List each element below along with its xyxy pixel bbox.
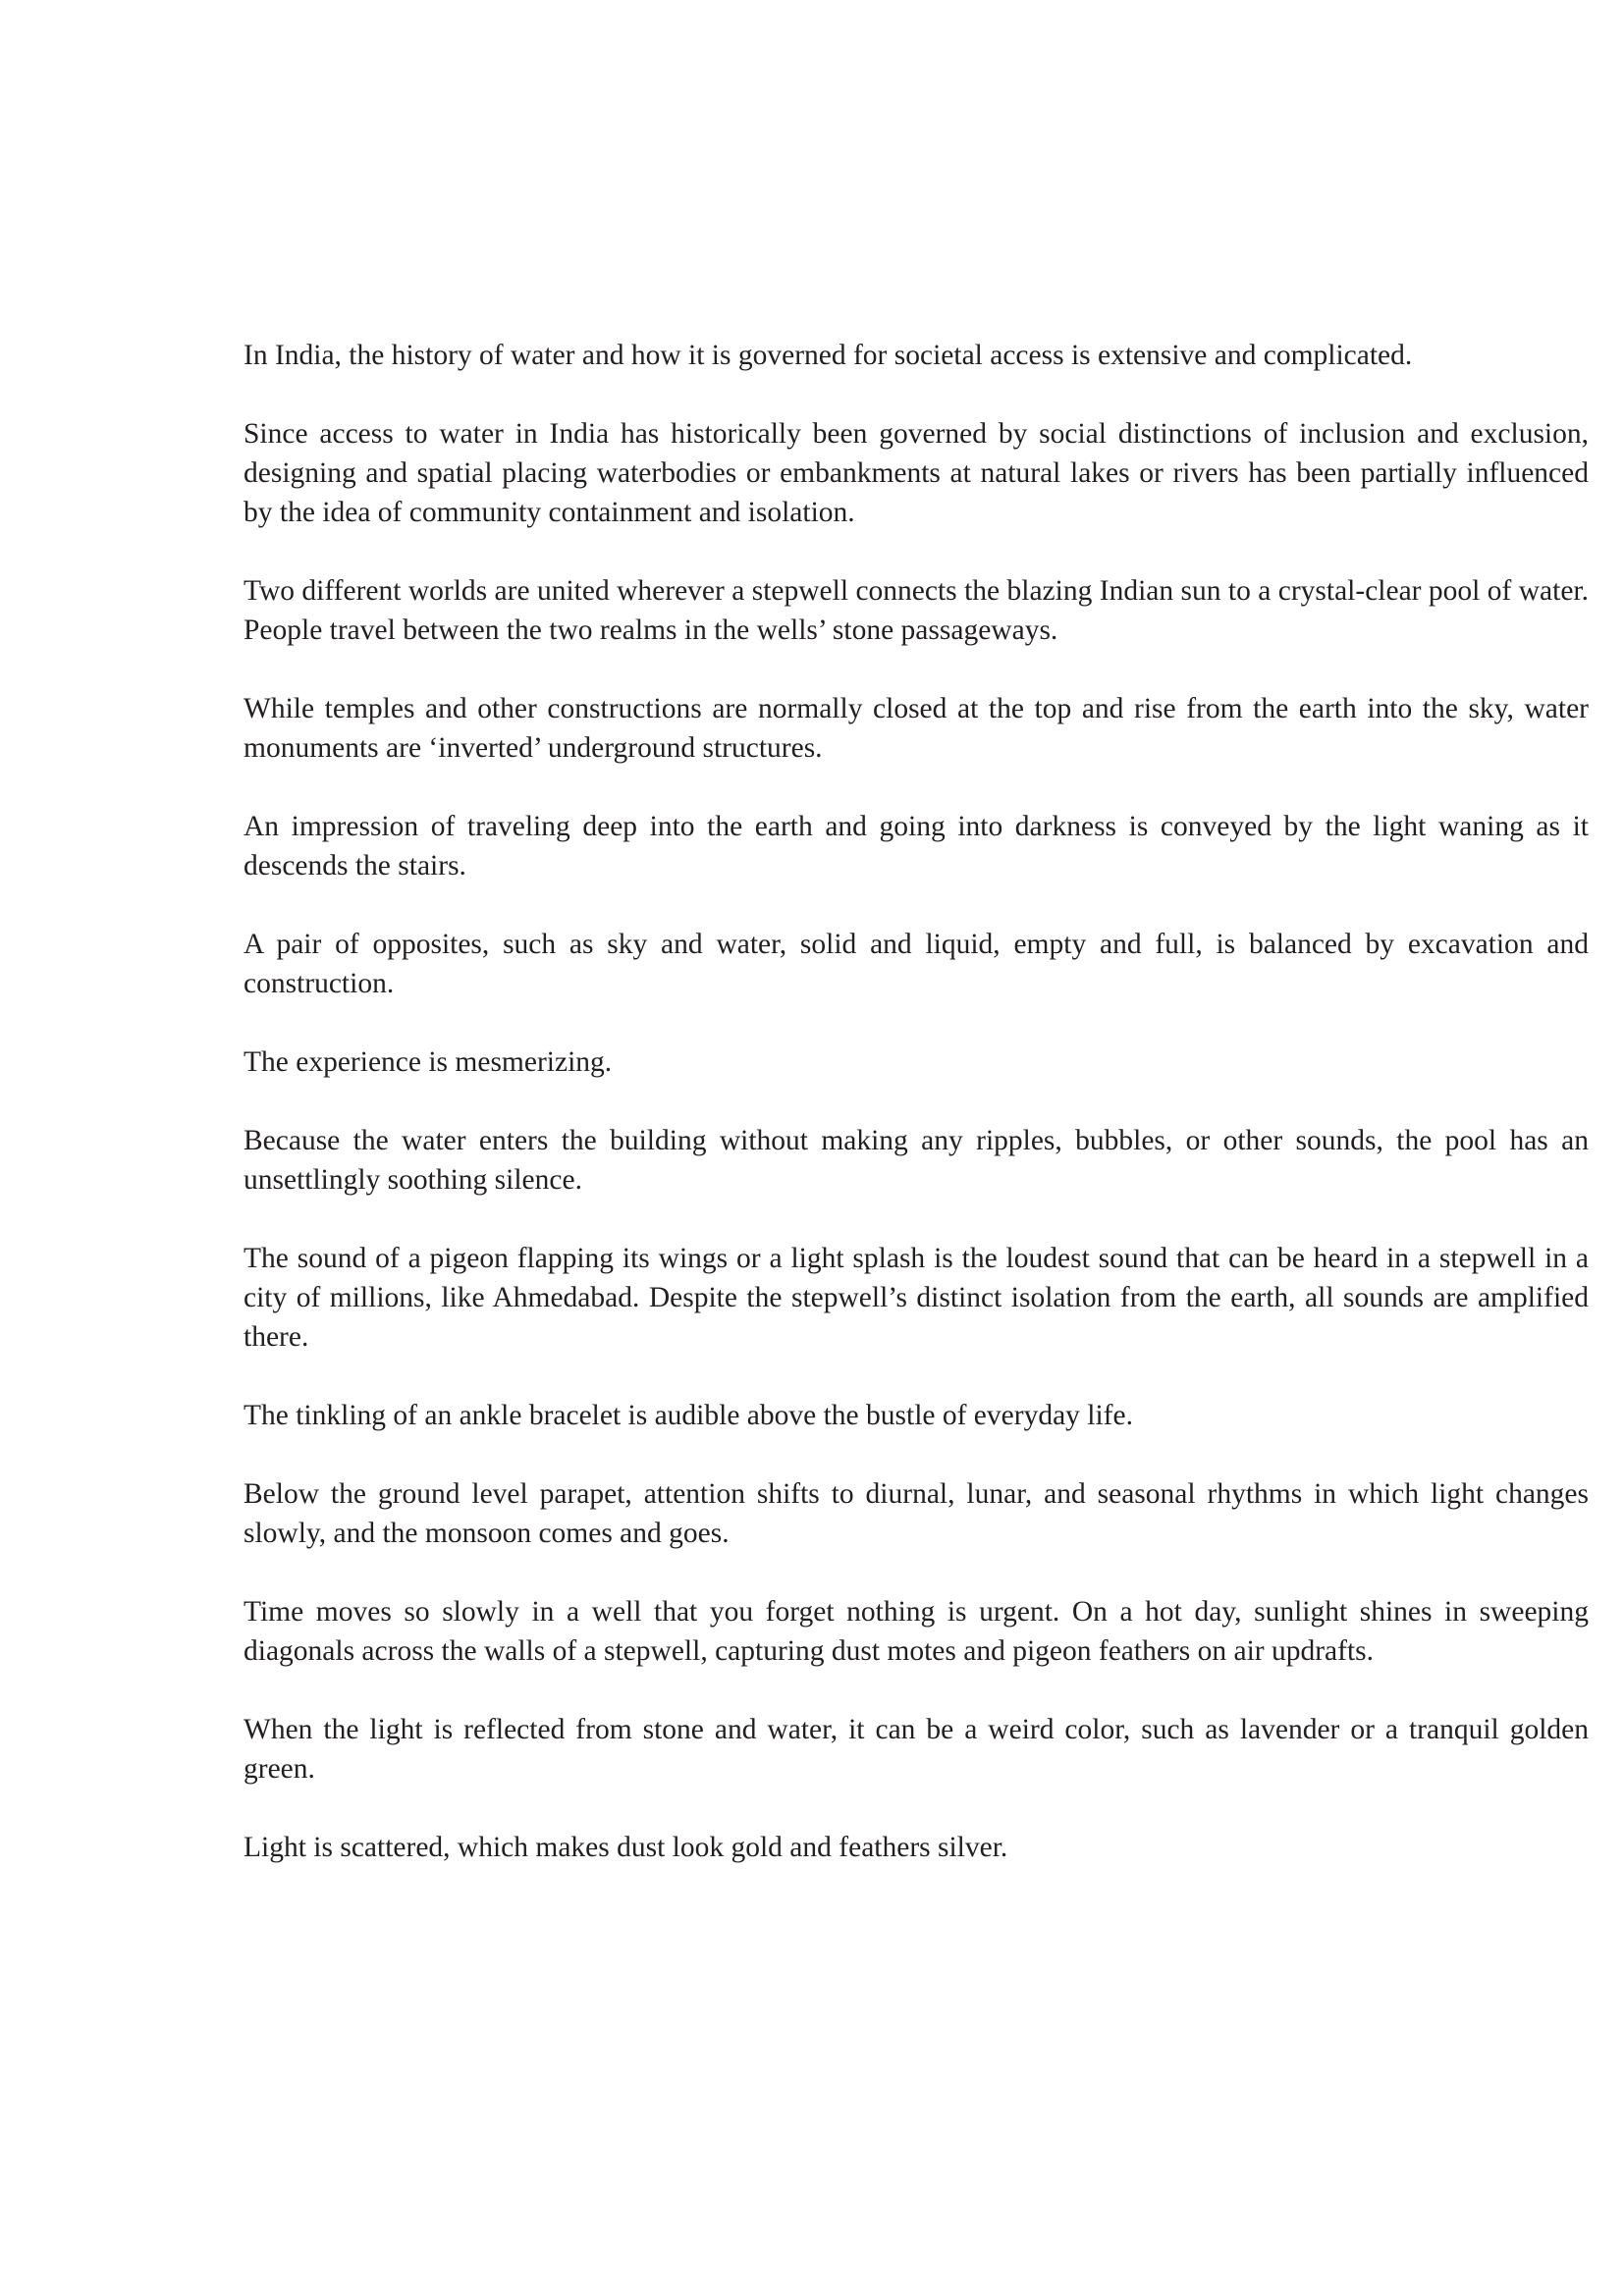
body-text xyxy=(244,336,1589,1867)
paragraph: Light is scattered, which makes dust look gold and feathers silver. xyxy=(244,1832,1008,1863)
paragraph: Two different worlds are united wherever a stepwell connects the blazing Indian sun to a crystal-clear pool of water. People travel between the two realms in the wells’ stone passageways. xyxy=(244,575,1589,646)
paragraph: The experience is mesmerizing. xyxy=(244,1046,613,1078)
paragraph: Because the water enters the building without making any ripples, bubbles, or other sounds, the pool has an unsettlingly soothing silence. xyxy=(244,1125,1589,1196)
paragraph: When the light is reflected from stone and water, it can be a weird color, such as lavender or a tranquil golden green. xyxy=(244,1714,1589,1785)
paragraph: An impression of traveling deep into the earth and going into darkness is conveyed by the light waning as it descends the stairs. xyxy=(244,811,1589,881)
paragraph: Time moves so slowly in a well that you forget nothing is urgent. On a hot day, sunlight shines in sweeping diagonals across the walls of a stepwell, capturing dust motes and pigeon feathers on air updrafts. xyxy=(244,1596,1589,1667)
paragraph: A pair of opposites, such as sky and water, solid and liquid, empty and full, is balanced by excavation and construction. xyxy=(244,929,1589,999)
paragraph: In India, the history of water and how it is governed for societal access is extensive and complicated. xyxy=(244,340,1413,371)
paragraph: The tinkling of an ankle bracelet is audible above the bustle of everyday life. xyxy=(244,1400,1133,1431)
paragraph: Since access to water in India has historically been governed by social distinctions of inclusion and exclusion, designing and spatial placing waterbodies or embankments at natural lakes or rivers has been partially influenced by the idea of community containment and isolation. xyxy=(244,418,1589,528)
paragraph: Below the ground level parapet, attention shifts to diurnal, lunar, and seasonal rhythms in which light changes slowly, and the monsoon comes and goes. xyxy=(244,1478,1589,1549)
paragraph: While temples and other constructions are normally closed at the top and rise from the earth into the sky, water monuments are ‘inverted’ underground structures. xyxy=(244,693,1589,764)
paragraph: The sound of a pigeon flapping its wings or a light splash is the loudest sound that can be heard in a stepwell in a city of millions, like Ahmedabad. Despite the stepwell’s distinct isolation from the earth, all sounds are amplified there. xyxy=(244,1243,1589,1353)
